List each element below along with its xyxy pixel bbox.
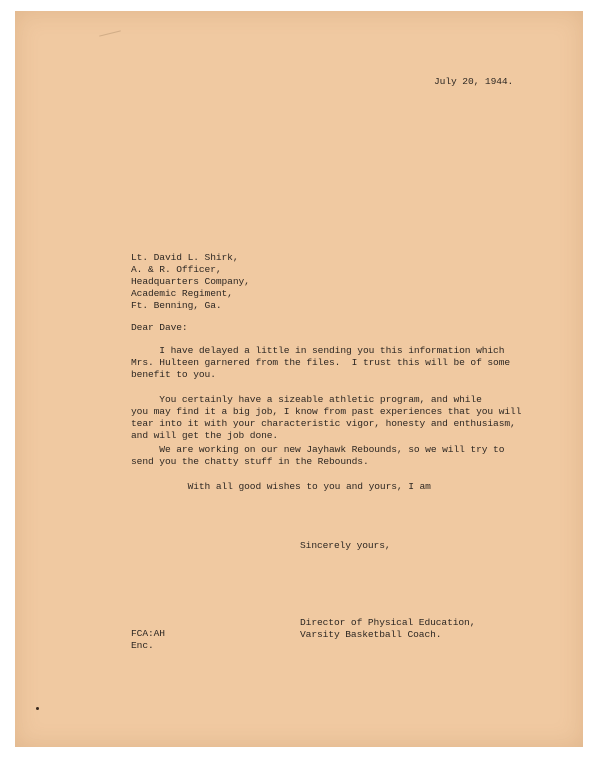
letter-date: July 20, 1944. — [434, 76, 514, 87]
address-line: Academic Regiment, — [131, 288, 233, 299]
complimentary-closing: Sincerely yours, — [300, 540, 391, 551]
salutation: Dear Dave: — [131, 322, 188, 333]
reference-line: FCA:AH — [131, 628, 165, 639]
reference-line: Enc. — [131, 640, 154, 651]
address-line: Ft. Benning, Ga. — [131, 300, 222, 311]
signature-title: Varsity Basketball Coach. — [300, 629, 442, 640]
address-line: A. & R. Officer, — [131, 264, 222, 275]
paragraph-line: With all good wishes to you and yours, I am — [131, 481, 431, 492]
address-line: Lt. David L. Shirk, — [131, 252, 239, 263]
paragraph-line: benefit to you. — [131, 369, 216, 380]
paragraph-line: and will get the job done. — [131, 430, 279, 441]
paragraph-line: Mrs. Hulteen garnered from the files. I trust this will be of some — [131, 357, 511, 368]
paragraph-line: You certainly have a sizeable athletic program, and while — [131, 394, 482, 405]
reference-initials — [131, 628, 165, 652]
paragraph-line: you may find it a big job, I know from past experiences that you will — [131, 406, 522, 417]
paragraph-line: tear into it with your characteristic vigor, honesty and enthusiasm, — [131, 418, 516, 429]
paragraph-line: send you the chatty stuff in the Rebounds. — [131, 456, 369, 467]
signature-block — [300, 617, 475, 641]
body-paragraph-3 — [131, 444, 504, 468]
body-paragraph-4 — [131, 481, 431, 493]
ink-speck — [36, 707, 39, 710]
paragraph-line: We are working on our new Jayhawk Rebounds, so we will try to — [131, 444, 505, 455]
body-paragraph-1 — [131, 345, 510, 381]
body-paragraph-2 — [131, 394, 521, 442]
recipient-address — [131, 252, 250, 312]
address-line: Headquarters Company, — [131, 276, 250, 287]
signature-title: Director of Physical Education, — [300, 617, 476, 628]
paragraph-line: I have delayed a little in sending you this information which — [131, 345, 505, 356]
